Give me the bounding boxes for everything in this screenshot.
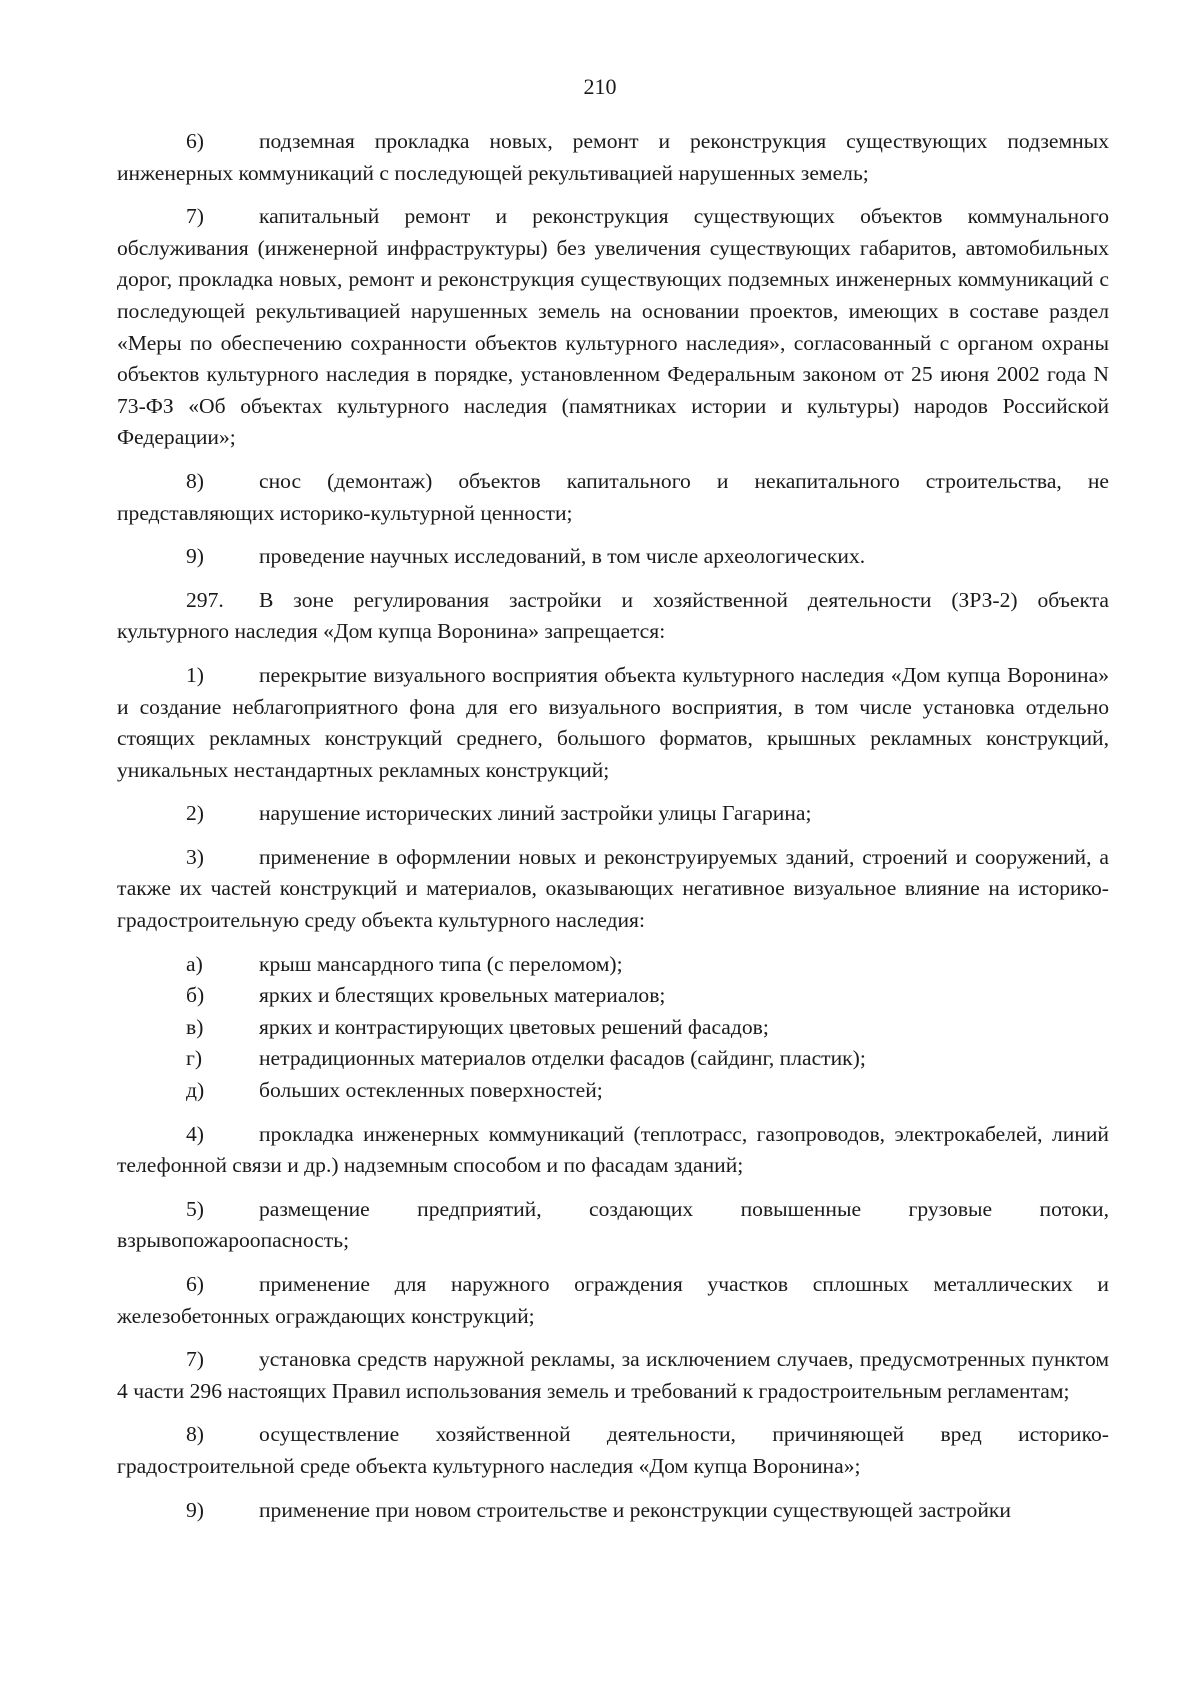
sub-item-letter: в) bbox=[186, 1014, 204, 1039]
item-number: 3) bbox=[186, 844, 204, 869]
sub-item-letter: б) bbox=[186, 983, 205, 1008]
document-body bbox=[117, 126, 1109, 1538]
list-item bbox=[117, 1419, 1109, 1482]
page-number: 210 bbox=[583, 74, 617, 99]
list-item bbox=[117, 660, 1109, 786]
item-number: 9) bbox=[186, 1497, 204, 1522]
item-text: установка средств наружной рекламы, за исключением случаев, предусмотренных пунктом 4 части 296 настоящих Правил использования земель и требований к градостроительным регламентам; bbox=[117, 1347, 1109, 1403]
sub-item-letter: а) bbox=[186, 951, 203, 976]
item-number: 9) bbox=[186, 544, 204, 569]
item-number: 8) bbox=[186, 1422, 204, 1447]
item-number: 1) bbox=[186, 662, 204, 687]
section-paragraph bbox=[117, 585, 1109, 648]
sub-item-letter: г) bbox=[186, 1046, 203, 1071]
sub-list bbox=[117, 949, 1109, 1107]
sub-list-item bbox=[117, 980, 1109, 1012]
item-text: осуществление хозяйственной деятельности, причиняющей вред историко-градостроительной среде объекта культурного наследия «Дом купца Воронина»; bbox=[117, 1422, 1109, 1478]
list-item bbox=[117, 842, 1109, 937]
section-number: 297. bbox=[186, 587, 224, 612]
list-item bbox=[117, 1495, 1109, 1527]
list-item bbox=[117, 1344, 1109, 1407]
item-number: 2) bbox=[186, 801, 204, 826]
list-item bbox=[117, 466, 1109, 529]
item-text: проведение научных исследований, в том числе археологических. bbox=[259, 544, 866, 569]
item-number: 8) bbox=[186, 468, 204, 493]
item-number: 6) bbox=[186, 1272, 204, 1296]
item-number: 7) bbox=[186, 204, 204, 229]
item-number: 7) bbox=[186, 1347, 204, 1372]
item-text: применение для наружного ограждения участков сплошных металлических и железобетонных ограждающих конструкций; bbox=[117, 1272, 1109, 1328]
item-text: нарушение исторических линий застройки улицы Гагарина; bbox=[259, 801, 812, 826]
item-number: 4) bbox=[186, 1121, 204, 1146]
item-text: перекрытие визуального восприятия объекта культурного наследия «Дом купца Воронина» и создание неблагоприятного фона для его визуального восприятия, в том числе установка отдельно стоящих рекламных конструкций среднего, большого форматов, крышных рекламных конструкций, уникальных нестандартных рекламных конструкций; bbox=[117, 662, 1109, 782]
list-item bbox=[117, 1119, 1109, 1182]
list-item bbox=[117, 126, 1109, 189]
sub-item-text: больших остекленных поверхностей; bbox=[259, 1078, 603, 1103]
list-item bbox=[117, 201, 1109, 454]
item-text: капитальный ремонт и реконструкция существующих объектов коммунального обслуживания (инженерной инфраструктуры) без увеличения существующих габаритов, автомобильных дорог, прокладка новых, ремонт и реконструкция существующих подземных инженерных коммуникаций с последующей рекультивацией нарушенных земель на основании проектов, имеющих в составе раздел «Меры по обеспечению сохранности объектов культурного наследия», согласованный с органом охраны объектов культурного наследия в порядке, установленном Федеральным законом от 25 июня 2002 года N 73-ФЗ «Об объектах культурного наследия (памятниках истории и культуры) народов Российской Федерации»; bbox=[117, 204, 1109, 450]
sub-list-item bbox=[117, 1075, 1109, 1107]
sub-item-text: ярких и контрастирующих цветовых решений фасадов; bbox=[259, 1014, 769, 1039]
item-text: прокладка инженерных коммуникаций (теплотрасс, газопроводов, электрокабелей, линий телефонной связи и др.) надземным способом и по фасадам зданий; bbox=[117, 1121, 1109, 1178]
list-item bbox=[117, 1194, 1109, 1257]
list-item bbox=[117, 798, 1109, 830]
sub-list-item bbox=[117, 1012, 1109, 1044]
sub-item-letter: д) bbox=[186, 1078, 205, 1103]
sub-list-item bbox=[117, 1043, 1109, 1075]
item-number: 5) bbox=[186, 1196, 204, 1221]
sub-item-text: крыш мансардного типа (с переломом); bbox=[259, 951, 623, 976]
item-text: применение в оформлении новых и реконструируемых зданий, строений и сооружений, а также их частей конструкций и материалов, оказывающих негативное визуальное влияние на историко-градостроительную среду объекта культурного наследия: bbox=[117, 844, 1109, 933]
sub-item-text: нетрадиционных материалов отделки фасадов (сайдинг, пластик); bbox=[259, 1046, 866, 1071]
list-item bbox=[117, 1269, 1109, 1332]
item-text: подземная прокладка новых, ремонт и реконструкция существующих подземных инженерных коммуникаций с последующей рекультивацией нарушенных земель; bbox=[117, 129, 1109, 185]
item-text: размещение предприятий, создающих повышенные грузовые потоки, взрывопожароопасность; bbox=[117, 1196, 1109, 1253]
item-text: снос (демонтаж) объектов капитального и некапитального строительства, не представляющих историко-культурной ценности; bbox=[117, 468, 1109, 525]
sub-list-item bbox=[117, 949, 1109, 981]
section-text: В зоне регулирования застройки и хозяйственной деятельности (ЗРЗ-2) объекта культурного наследия «Дом купца Воронина» запрещается: bbox=[117, 587, 1109, 644]
item-number: 6) bbox=[186, 129, 204, 153]
sub-item-text: ярких и блестящих кровельных материалов; bbox=[259, 983, 666, 1008]
list-item bbox=[117, 541, 1109, 573]
item-text: применение при новом строительстве и реконструкции существующей застройки bbox=[259, 1497, 1011, 1522]
